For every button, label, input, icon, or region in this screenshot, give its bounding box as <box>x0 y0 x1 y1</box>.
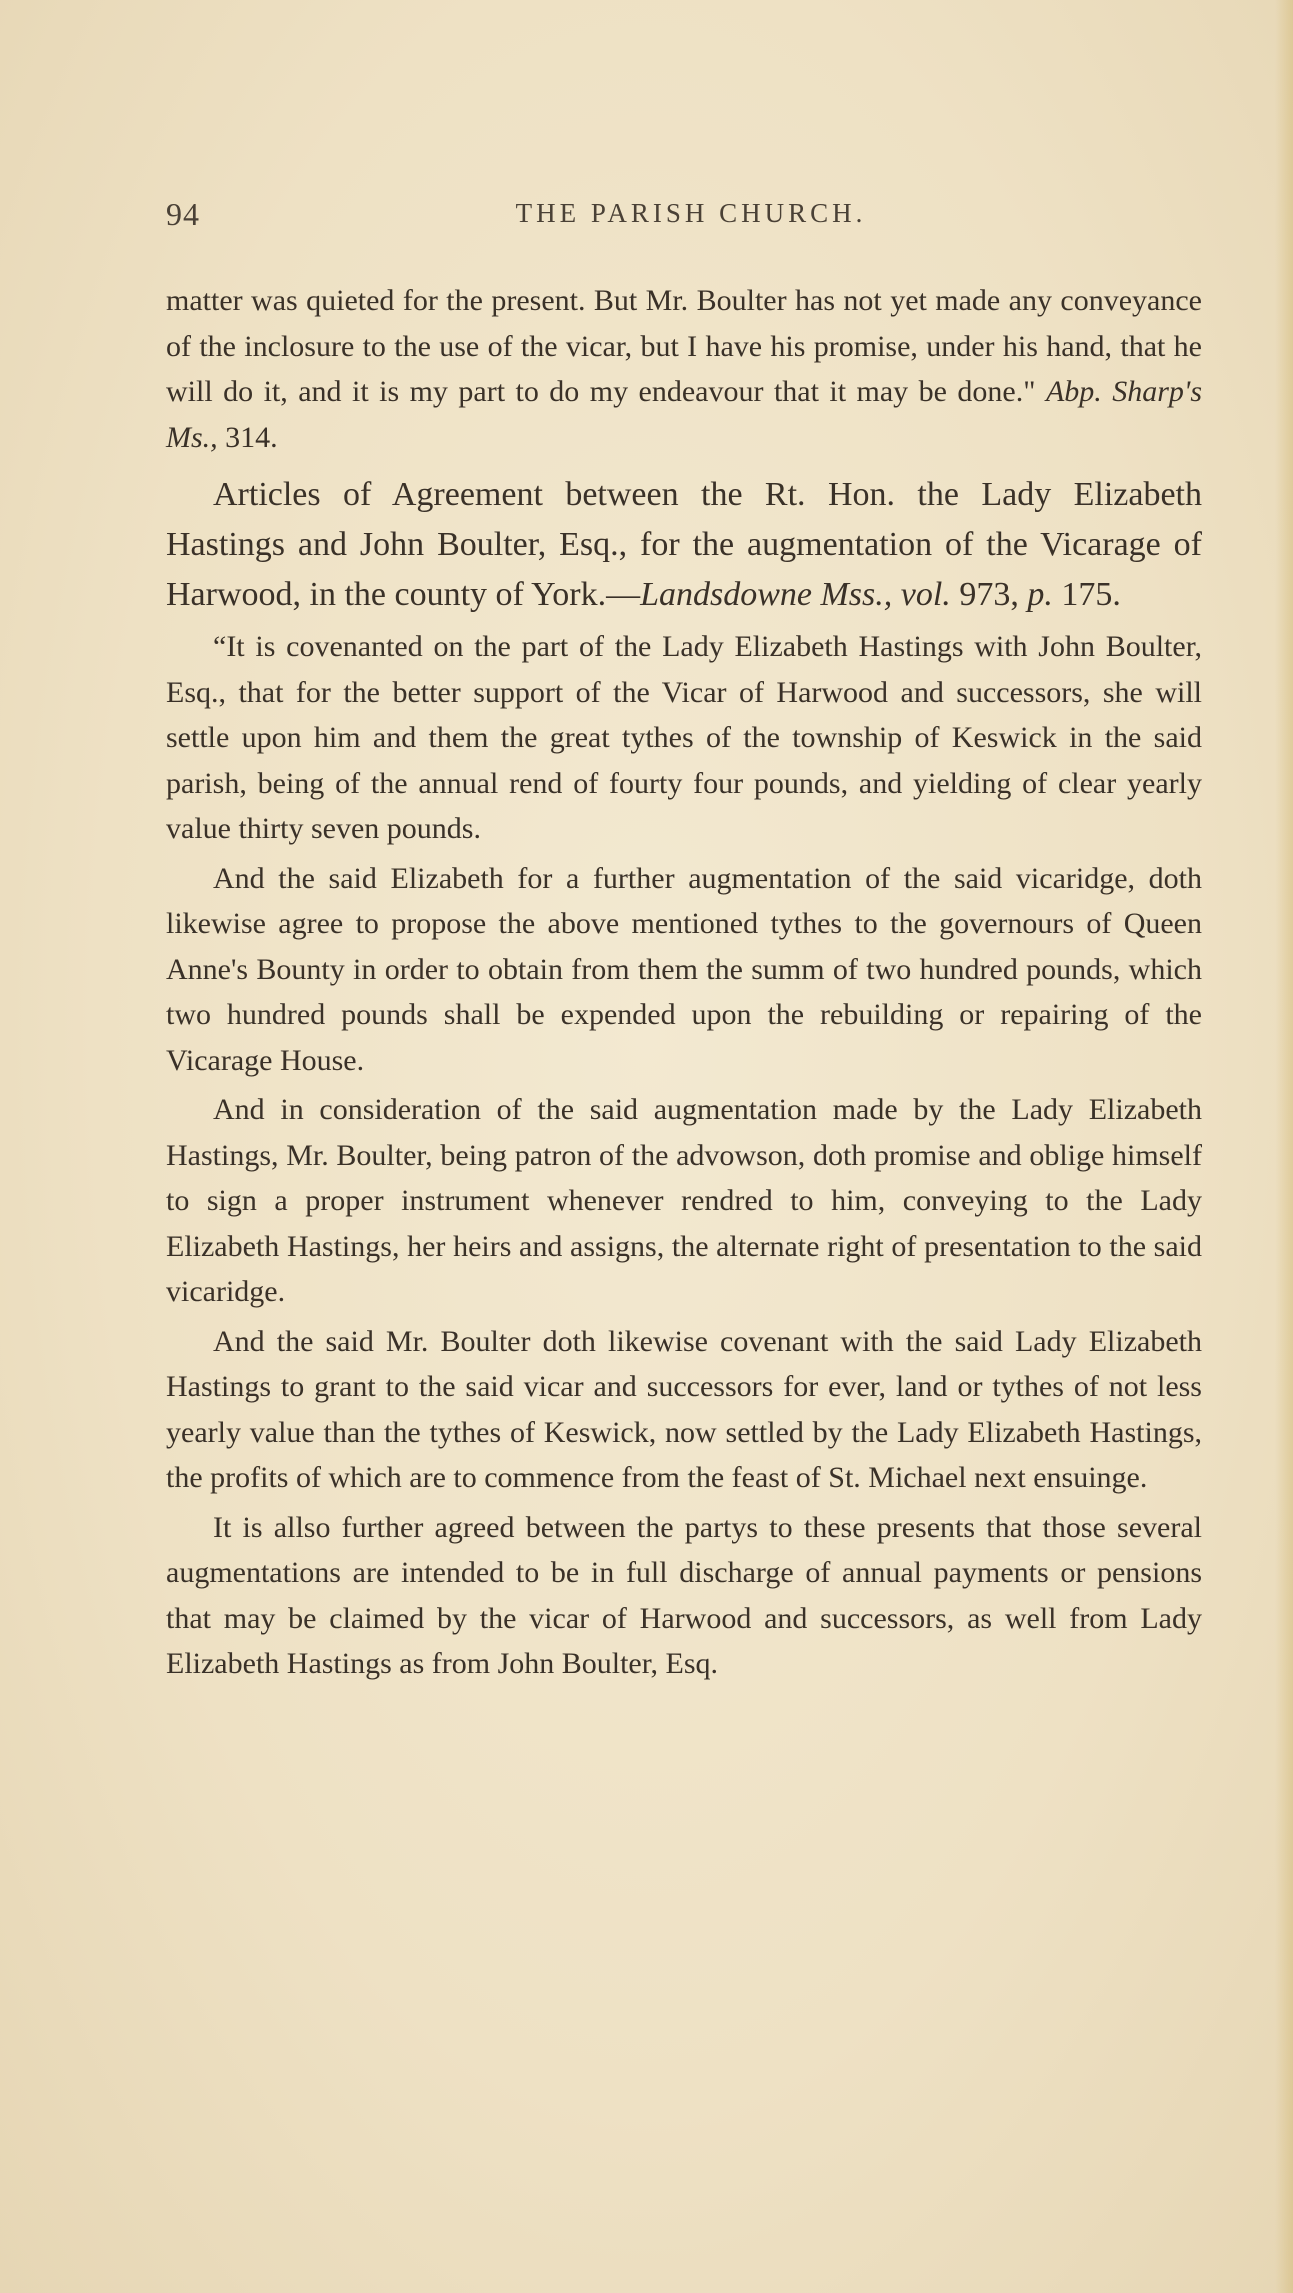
page-number: 94 <box>166 196 200 232</box>
running-head: THE PARISH CHURCH. <box>515 198 867 228</box>
paragraph-covenant-2: And the said Elizabeth for a further augmentation of the said vicaridge, doth likewise agree to propose the above mentioned tythes to the governours of Queen Anne's Bounty in order to obtain from them the summ of two hundred pounds, which two hundred pounds shall be expended upon the rebuilding or repairing of the Vicarage House. <box>166 861 1202 1077</box>
articles-heading <box>166 470 1202 620</box>
paragraph-continued <box>166 278 1202 460</box>
heading-citation-page: 175. <box>1061 576 1121 613</box>
heading-text: Articles of Agreement between the Rt. Hon. the Lady Elizabeth Hastings and John Boulter, Esq., for the augmentation of the Vicarage of Harwood, in the county of York.— <box>166 476 1202 613</box>
paragraph-text: matter was quieted for the present. But Mr. Boulter has not yet made any conveyance of the inclosure to the use of the vicar, but I have his promise, under his hand, that he will do it, and it is my part to do my endeavour that it may be done." <box>166 284 1202 408</box>
paragraph-covenant-5: It is allso further agreed between the partys to these presents that those several augmentations are intended to be in full discharge of annual payments or pensions that may be claimed by the vicar of Harwood and successors, as well from Lady Elizabeth Hastings as from John Boulter, Esq. <box>166 1510 1202 1680</box>
paragraph-covenant-3: And in consideration of the said augmentation made by the Lady Elizabeth Hastings, Mr. Boulter, being patron of the advowson, doth promise and oblige himself to sign a proper instrument whenever rendred to him, conveying to the Lady Elizabeth Hastings, her heirs and assigns, the alternate right of presentation to the said vicaridge. <box>166 1093 1202 1308</box>
page-body <box>166 278 1202 1687</box>
heading-citation-source: Landsdowne Mss., vol. <box>640 576 951 613</box>
heading-citation-volume: 973, <box>959 576 1019 613</box>
paragraph-covenant-1: “It is covenanted on the part of the Lady Elizabeth Hastings with John Boulter, Esq., that for the better support of the Vicar of Harwood and successors, she will settle upon him and them the great tythes of the township of Keswick in the said parish, being of the annual rend of fourty four pounds, and yielding of clear yearly value thirty seven pounds. <box>166 630 1202 845</box>
heading-citation-p: p. <box>1027 576 1053 613</box>
citation-source: Abp. Sharp's Ms., <box>166 375 1203 454</box>
page-header <box>166 196 1216 236</box>
citation-page: 314. <box>225 420 278 454</box>
paragraph-covenant-4: And the said Mr. Boulter doth likewise covenant with the said Lady Elizabeth Hastings to grant to the said vicar and successors for ever, land or tythes of not less yearly value than the tythes of Keswick, now settled by the Lady Elizabeth Hastings, the profits of which are to commence from the feast of St. Michael next ensuinge. <box>166 1324 1202 1494</box>
